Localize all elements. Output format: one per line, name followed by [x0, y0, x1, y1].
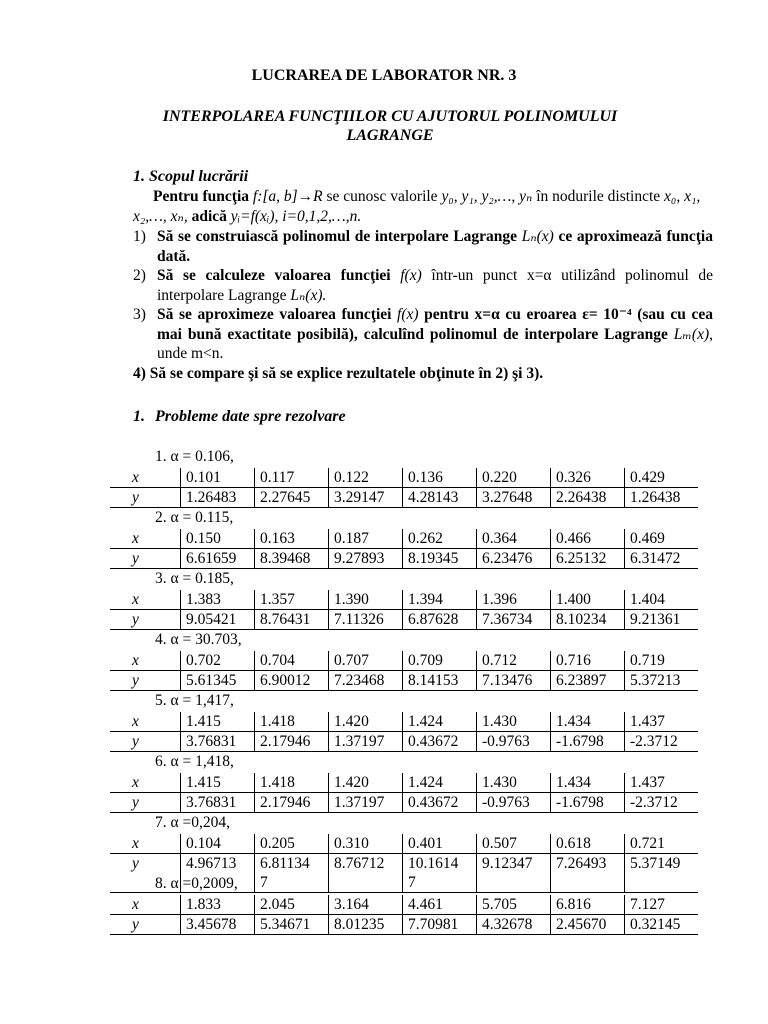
table-cell: 0.104 [181, 834, 255, 854]
table-cell: 8.01235 [329, 915, 403, 935]
table-cell: 1.396 [477, 590, 551, 610]
row-label: y [110, 854, 181, 893]
table-cell: 6.31472 [625, 549, 699, 569]
table-row [110, 529, 698, 549]
problem-alpha: 7. α =0,204, [155, 814, 230, 831]
table-cell: -0.9763 [477, 793, 551, 813]
table-cell: 0.163 [255, 529, 329, 549]
table-cell: 6.61659 [181, 549, 255, 569]
item-math: Lₘ(x) [673, 325, 710, 343]
table-cell: 0.709 [403, 651, 477, 671]
table-row [110, 610, 698, 630]
section-title: Probleme date spre rezolvare [155, 408, 346, 425]
table-row [110, 915, 698, 935]
table-cell: 0.43672 [403, 732, 477, 752]
table-cell: 0.364 [477, 529, 551, 549]
table-cell: -0.9763 [477, 732, 551, 752]
item-text: Să se aproximeze valoarea funcţiei [157, 306, 398, 323]
problem-table [110, 895, 698, 935]
list-item [133, 266, 713, 305]
table-cell: 3.76831 [181, 793, 255, 813]
table-cell: 0.707 [329, 651, 403, 671]
problem-alpha: 5. α = 1,417, [155, 692, 234, 709]
table-cell: 3.45678 [181, 915, 255, 935]
table-cell: 6.23897 [551, 671, 625, 691]
table-cell: 1.437 [625, 712, 699, 732]
table-cell: 0.43672 [403, 793, 477, 813]
table-row [110, 549, 698, 569]
table-row [110, 488, 698, 508]
table-cell: 0.719 [625, 651, 699, 671]
table-cell: 2.45670 [551, 915, 625, 935]
objectives-list [133, 227, 713, 383]
table-cell: 1.390 [329, 590, 403, 610]
row-label: y [110, 671, 181, 691]
document-subtitle: INTERPOLAREA FUNCŢIILOR CU AJUTORUL POLINOMULUI LAGRANGE [162, 108, 618, 144]
section-heading-problems [133, 408, 346, 426]
row-label: x [110, 651, 181, 671]
table-cell: -2.3712 [625, 793, 699, 813]
table-cell: 3.27648 [477, 488, 551, 508]
item-math: f(x) [400, 267, 422, 284]
table-cell: 6.90012 [255, 671, 329, 691]
problem-alpha: 6. α = 1,418, [155, 753, 234, 770]
table-cell: 0.326 [551, 468, 625, 488]
table-cell: 0.469 [625, 529, 699, 549]
table-cell: 5.705 [477, 895, 551, 915]
table-cell: 0.401 [403, 834, 477, 854]
table-cell: 0.716 [551, 651, 625, 671]
row-label: x [110, 712, 181, 732]
intro-function: f:[a, b]→R [252, 188, 323, 205]
table-cell: 1.37197 [329, 793, 403, 813]
table-cell: 2.17946 [255, 793, 329, 813]
table-cell: 9.05421 [181, 610, 255, 630]
table-cell: 8.39468 [255, 549, 329, 569]
table-cell: 5.61345 [181, 671, 255, 691]
table-cell: 0.310 [329, 834, 403, 854]
problem-alpha: 8. α =0,2009, [155, 875, 238, 892]
table-cell: 7.26493 [551, 854, 625, 893]
item-number: 2) [133, 267, 146, 284]
table-row [110, 468, 698, 488]
table-cell: 0.101 [181, 468, 255, 488]
table-cell: 9.27893 [329, 549, 403, 569]
table-cell: 7.23468 [329, 671, 403, 691]
table-cell: 9.21361 [625, 610, 699, 630]
table-cell: 0.702 [181, 651, 255, 671]
table-cell: 0.150 [181, 529, 255, 549]
table-cell: 6.87628 [403, 610, 477, 630]
item-text: Să se calculeze valoarea funcţiei [157, 267, 401, 284]
table-cell: 1.424 [403, 773, 477, 793]
table-cell: 6.23476 [477, 549, 551, 569]
table-cell: 1.404 [625, 590, 699, 610]
row-label: x [110, 895, 181, 915]
table-cell: 8.14153 [403, 671, 477, 691]
table-cell: 1.420 [329, 712, 403, 732]
table-cell: 1.383 [181, 590, 255, 610]
table-cell: 0.136 [403, 468, 477, 488]
table-row [110, 651, 698, 671]
item-number: 3) [133, 306, 146, 323]
table-row [110, 834, 698, 854]
intro-text: adică [187, 207, 231, 225]
table-cell: 7.36734 [477, 610, 551, 630]
table-cell: 2.17946 [255, 732, 329, 752]
table-row [110, 732, 698, 752]
table-cell: 6.81134 7 [255, 854, 329, 893]
row-label: x [110, 834, 181, 854]
table-row [110, 712, 698, 732]
table-cell: 7.127 [625, 895, 699, 915]
table-cell: 0.187 [329, 529, 403, 549]
problem-table [110, 651, 698, 691]
table-cell: 1.418 [255, 773, 329, 793]
row-label: y [110, 793, 181, 813]
intro-text: Pentru funcţia [153, 188, 253, 205]
table-cell: 1.420 [329, 773, 403, 793]
problem-alpha: 3. α = 0.185, [155, 570, 234, 587]
row-label: y [110, 610, 181, 630]
table-row [110, 590, 698, 610]
intro-paragraph [133, 187, 713, 226]
row-label: y [110, 549, 181, 569]
row-label: x [110, 590, 181, 610]
table-cell: 4.96713 [181, 854, 255, 893]
table-cell: 1.418 [255, 712, 329, 732]
section-number: 1. [133, 408, 145, 425]
problem-table [110, 468, 698, 508]
item-text: pentru x=α cu eroarea ε= 10⁻⁴ (sau cu cea mai bună exactitate posibilă), calculînd polinomul de interpolare Lagrange [157, 306, 713, 343]
row-label: x [110, 529, 181, 549]
problem-table [110, 712, 698, 752]
table-cell: 7.70981 [403, 915, 477, 935]
item-math: f(x) [397, 306, 419, 323]
table-cell: 7.11326 [329, 610, 403, 630]
table-cell: 1.430 [477, 773, 551, 793]
table-cell: 0.721 [625, 834, 699, 854]
item-math: Lₙ(x) [521, 228, 554, 245]
table-cell: 10.1614 7 [403, 854, 477, 893]
table-cell: 5.37213 [625, 671, 699, 691]
table-cell: 0.618 [551, 834, 625, 854]
table-cell: 8.10234 [551, 610, 625, 630]
row-label: y [110, 732, 181, 752]
row-label: y [110, 488, 181, 508]
table-cell: 0.712 [477, 651, 551, 671]
section-heading-scope: 1. Scopul lucrării [133, 168, 249, 185]
table-cell: 5.37149 [625, 854, 699, 893]
problem-table [110, 590, 698, 630]
intro-text: în nodurile distincte [532, 188, 665, 205]
table-cell: 6.816 [551, 895, 625, 915]
table-cell: 2.26438 [551, 488, 625, 508]
table-cell: -1.6798 [551, 793, 625, 813]
table-cell: 0.429 [625, 468, 699, 488]
table-row [110, 773, 698, 793]
table-cell: 0.122 [329, 468, 403, 488]
item-number: 1) [133, 228, 146, 245]
table-cell: 5.34671 [255, 915, 329, 935]
intro-values: y₀, y₁, y₂,…, yₙ [441, 188, 533, 205]
table-cell: 1.26483 [181, 488, 255, 508]
table-cell: 1.400 [551, 590, 625, 610]
problem-alpha: 1. α = 0.106, [155, 448, 234, 465]
table-cell: 0.507 [477, 834, 551, 854]
table-cell: 0.466 [551, 529, 625, 549]
table-cell: 1.415 [181, 773, 255, 793]
table-cell: 1.26438 [625, 488, 699, 508]
row-label: x [110, 468, 181, 488]
list-item [133, 305, 713, 364]
table-cell: 1.833 [181, 895, 255, 915]
table-cell: 1.437 [625, 773, 699, 793]
table-cell: 3.76831 [181, 732, 255, 752]
problem-alpha: 2. α = 0.115, [155, 509, 234, 526]
table-cell: 1.394 [403, 590, 477, 610]
table-cell: 2.27645 [255, 488, 329, 508]
problem-table [110, 529, 698, 569]
table-cell: 1.37197 [329, 732, 403, 752]
item-text: într-un punct x=α utilizând polinomul de interpolare Lagrange [157, 267, 714, 304]
table-cell: 8.76712 [329, 854, 403, 893]
table-cell: 0.262 [403, 529, 477, 549]
table-cell: 1.357 [255, 590, 329, 610]
intro-nodes: x₀, x₁, x₂,…, xₙ, [133, 188, 701, 225]
intro-text: se cunosc valorile [322, 188, 442, 205]
table-cell: 3.29147 [329, 488, 403, 508]
table-cell: 8.19345 [403, 549, 477, 569]
row-label: x [110, 773, 181, 793]
table-cell: 0.205 [255, 834, 329, 854]
table-cell: 0.704 [255, 651, 329, 671]
table-cell: 3.164 [329, 895, 403, 915]
table-row [110, 895, 698, 915]
table-cell: 4.32678 [477, 915, 551, 935]
table-cell: 9.12347 [477, 854, 551, 893]
table-cell: 1.415 [181, 712, 255, 732]
table-cell: 2.045 [255, 895, 329, 915]
table-cell: -1.6798 [551, 732, 625, 752]
table-cell: 0.32145 [625, 915, 699, 935]
table-cell: 1.430 [477, 712, 551, 732]
table-row [110, 793, 698, 813]
row-label: y [110, 915, 181, 935]
problem-alpha: 4. α = 30.703, [155, 631, 242, 648]
problem-table [110, 773, 698, 813]
table-cell: 0.220 [477, 468, 551, 488]
table-cell: 0.117 [255, 468, 329, 488]
item-text: Să se construiască polinomul de interpolare Lagrange [157, 228, 522, 245]
table-cell: -2.3712 [625, 732, 699, 752]
list-item [133, 227, 713, 266]
item-text: , unde m<n. [157, 325, 713, 362]
list-item: 4) Să se compare şi să se explice rezultatele obţinute în 2) şi 3). [133, 364, 544, 382]
table-cell: 1.434 [551, 773, 625, 793]
table-cell: 8.76431 [255, 610, 329, 630]
table-cell: 1.424 [403, 712, 477, 732]
item-text: ce aproximează funcţia dată. [157, 228, 713, 265]
table-cell: 1.434 [551, 712, 625, 732]
table-cell: 6.25132 [551, 549, 625, 569]
table-cell: 7.13476 [477, 671, 551, 691]
table-cell: 4.28143 [403, 488, 477, 508]
table-cell: 4.461 [403, 895, 477, 915]
item-math: Lₙ(x). [290, 286, 327, 304]
table-row [110, 671, 698, 691]
intro-formula: yᵢ=f(xᵢ), i=0,1,2,…,n. [230, 207, 362, 225]
document-title: LUCRAREA DE LABORATOR NR. 3 [251, 67, 517, 84]
